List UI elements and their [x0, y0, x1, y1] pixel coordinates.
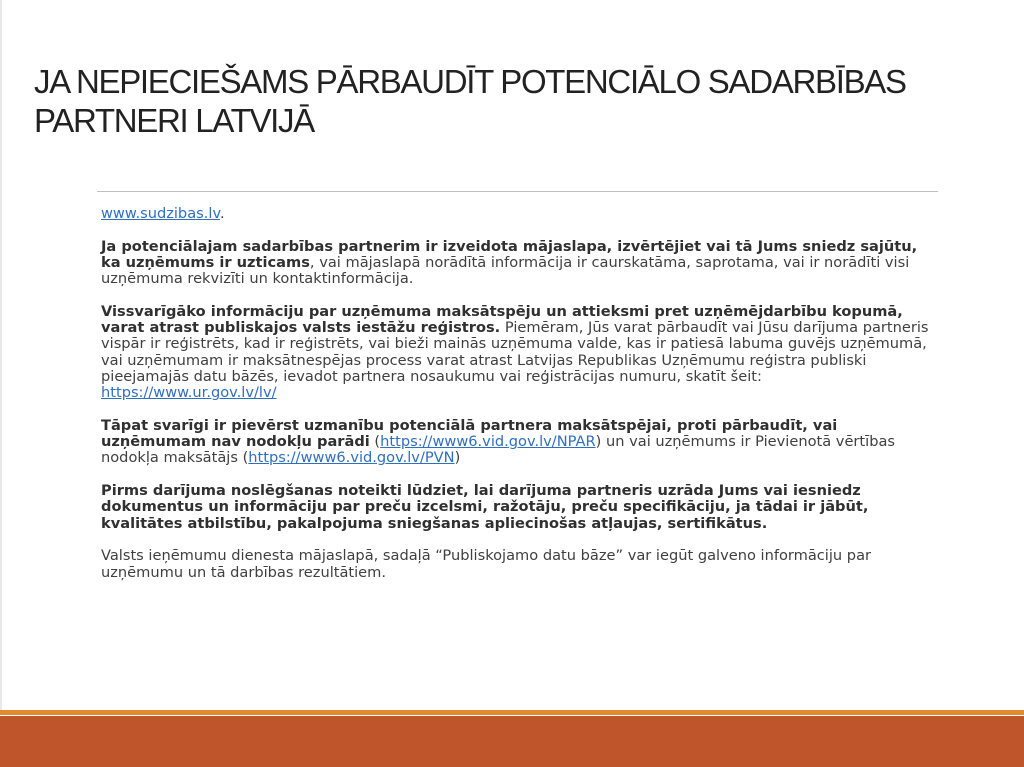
paragraph-sudzibas: www.sudzibas.lv. — [101, 205, 225, 222]
paragraph-documents-bold: Pirms darījuma noslēgšanas noteikti lūdziet, lai darījuma partneris uzrāda Jums vai iesniedz dokumentus un informāciju par preču izcelsmi, ražotāju, preču specifikāciju, ja tādai ir jābūt, kvalitātes atbilstību, pakalpojuma sniegšanas apliecinošas atļaujas, sertifikātus. — [101, 482, 869, 532]
paragraph-registers: Vissvarīgāko informāciju par uzņēmuma maksātspēju un attieksmi pret uzņēmējdarbību kopumā, varat atrast publiskajos valsts iestāžu reģistros. Piemēram, Jūs varat pārbaudīt vai Jūsu darījuma partneris vispār ir reģistrēts, kad ir reģistrēts, vai bieži mainās uzņēmuma valde, kas ir patiesā labuma guvējs uzņēmumā, vai uzņēmumam ir maksātnespējas process varat atrast Latvijas Republikas Uzņēmumu reģistra publiski pieejamajās datu bāzēs, ievadot partnera nosaukumu vai reģistrācijas numuru, skatīt šeit: https://www.ur.gov.lv/lv/ — [101, 302, 929, 402]
paragraph-solvency-bold: Tāpat svarīgi ir pievērst uzmanību potenciālā partnera maksātspējai, proti pārbaudīt, vai uzņēmumam nav nodokļu parādi — [101, 416, 838, 451]
ur-gov-link[interactable]: https://www.ur.gov.lv/lv/ — [101, 384, 277, 402]
paragraph-documents — [101, 483, 931, 532]
slide-title: JA NEPIECIEŠAMS PĀRBAUDĪT POTENCIĀLO SADARBĪBAS PARTNERI LATVIJĀ — [34, 63, 906, 139]
footer-band — [0, 716, 1024, 767]
paragraph-website-bold: Ja potenciālajam sadarbības partnerim ir izveidota mājaslapa, izvērtējiet vai tā Jums sniedz sajūtu, ka uzņēmums ir uzticams — [101, 237, 918, 271]
vid-npar-link[interactable]: https://www6.vid.gov.lv/NPAR — [380, 433, 596, 451]
sudzibas-link[interactable]: www.sudzibas.lv — [101, 205, 220, 222]
footer-accent-stripe — [0, 710, 1024, 715]
title-divider — [97, 191, 938, 192]
slide-left-border — [0, 0, 2, 710]
paragraph-registers-bold: Vissvarīgāko informāciju par uzņēmuma maksātspēju un attieksmi pret uzņēmējdarbību kopumā, varat atrast publiskajos valsts iestāžu reģistros. — [101, 302, 903, 337]
vid-pvn-link[interactable]: https://www6.vid.gov.lv/PVN — [248, 449, 455, 467]
slide-body — [101, 206, 931, 597]
paragraph-solvency: Tāpat svarīgi ir pievērst uzmanību potenciālā partnera maksātspējai, proti pārbaudīt, vai uzņēmumam nav nodokļu parādi (https://www6.vid.gov.lv/NPAR) un vai uzņēmums ir Pievienotā vērtības nodokļa maksātājs (https://www6.vid.gov.lv/PVN) — [101, 416, 896, 467]
paragraph-vid-database: Valsts ieņēmumu dienesta mājaslapā, sadaļā “Publiskojamo datu bāze” var iegūt galveno informāciju par uzņēmumu un tā darbības rezultātiem. — [101, 547, 872, 581]
paragraph-website: Ja potenciālajam sadarbības partnerim ir izveidota mājaslapa, izvērtējiet vai tā Jums sniedz sajūtu, ka uzņēmums ir uzticams, vai mājaslapā norādītā informācija ir caurskatāma, saprotama, vai ir norādīti visi uzņēmuma rekvizīti un kontaktinformācija. — [101, 237, 918, 288]
